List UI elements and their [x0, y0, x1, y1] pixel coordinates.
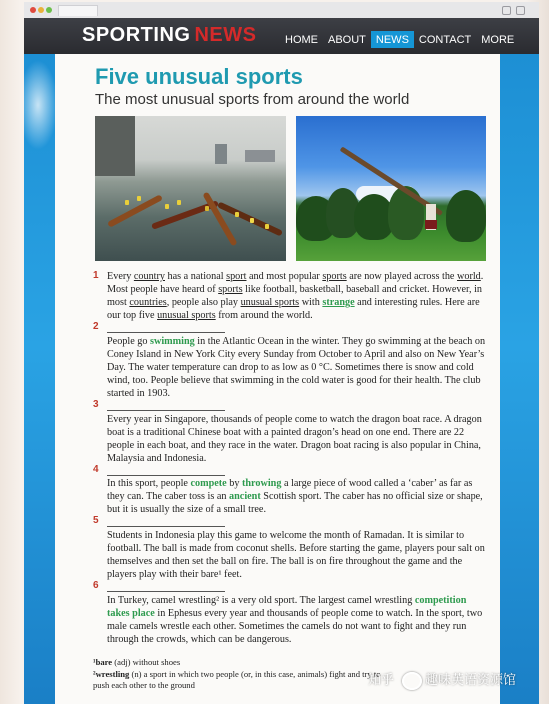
underlined-word: unusual sports: [157, 310, 216, 321]
dragon-boat-race-photo: [95, 116, 286, 261]
account-avatar-icon: [402, 672, 422, 690]
page-title: Five unusual sports: [95, 64, 303, 89]
paragraph-text: like football, basketball, baseball and cricket. However, in most: [107, 284, 483, 308]
paragraph-2: [107, 335, 487, 400]
footnote-wrestling: [93, 669, 393, 691]
paragraph-text: are now played across the: [346, 271, 457, 282]
paragraph-number: 1: [93, 270, 99, 281]
paragraph-number: 3: [93, 399, 99, 410]
paragraph-text: has a national: [165, 271, 227, 282]
brand-main: SPORTING: [82, 24, 191, 46]
paragraph-text: a large piece of wood called a ‘caber’ as far as they can. The caber toss is an: [107, 478, 473, 502]
site-header: [24, 18, 539, 54]
paragraph-text: Every: [107, 271, 134, 282]
article-panel: [55, 54, 500, 704]
highlighted-word: throwing: [241, 478, 282, 489]
footnote-definition: (adj) without shoes: [112, 657, 181, 667]
link-icon[interactable]: [502, 6, 511, 15]
highlighted-word: strange: [322, 297, 355, 308]
nav-contact[interactable]: CONTACT: [418, 34, 472, 46]
highlighted-word: compete: [190, 478, 227, 489]
paragraph-text: , people also play: [166, 297, 241, 308]
paragraph-text: . Most people have heard of: [107, 271, 484, 295]
footnote-definition: (n) a sport in which two people (or, in this case, animals) fight and try to push each other to the ground: [93, 669, 381, 690]
paragraph-3: [107, 413, 487, 465]
paragraph-number: 2: [93, 321, 99, 332]
underlined-word: sports: [322, 271, 347, 282]
light-glow: [18, 60, 58, 150]
heading-blank-line[interactable]: [107, 591, 225, 592]
heading-blank-line[interactable]: [107, 410, 225, 411]
main-nav: [280, 31, 519, 51]
paragraph-text: Every year in Singapore, thousands of people come to watch the dragon boat race. A dragon boat is a traditional Chinese boat with a painted dragon’s head on one end. There are 22 people in each boat, and they race in the water. Dragon boat racing is also popular in China, Malaysia and Indonesia.: [107, 414, 482, 464]
underlined-word: world: [457, 271, 481, 282]
footnote-term: ²wrestling: [93, 669, 130, 679]
caber-toss-photo: [296, 116, 486, 261]
brand-accent: NEWS: [194, 24, 257, 46]
browser-chrome: [24, 2, 539, 19]
paragraph-text: Students in Indonesia play this game to welcome the month of Ramadan. It is similar to football. The ball is made from coconut shells. Before starting the game, players pour salt on themselves and then set the ball on fire. The ball is on fire throughout the game and the players play with their bare¹ feet.: [107, 530, 485, 580]
paragraph-text: and interesting rules. Here are our top five: [107, 297, 480, 321]
left-decor-bar: [24, 54, 55, 704]
site-logo[interactable]: [82, 24, 256, 47]
paragraph-text: from around the world.: [215, 310, 313, 321]
watermark-site: 知乎: [368, 673, 395, 688]
settings-icon[interactable]: [516, 6, 525, 15]
watermark-account: 趣味英语资源馆: [425, 673, 517, 688]
highlighted-word: ancient: [229, 491, 261, 502]
paragraph-text: in the Atlantic Ocean in the winter. They go swimming at the beach on Coney Island in New York City every Sunday from October to April and also on New Year’s Day. The water temperature can drop to as low as 0 °C. Sometimes there is snow and cold wind, too. People believe that swimming in the cold water is good for their health. The club started in 1903.: [107, 336, 486, 399]
underlined-word: country: [133, 271, 165, 282]
zhihu-watermark: [368, 669, 516, 690]
paragraph-text: with: [299, 297, 323, 308]
paragraph-4: [107, 477, 487, 516]
paragraph-text: in Ephesus every year and thousands of people come to watch. In the sport, two male camels wrestle each other. Sometimes the camels do not want to fight and they run through the crowds, which can be dangerous.: [107, 608, 483, 645]
paragraph-5: [107, 529, 487, 581]
paragraph-text: In this sport, people: [107, 478, 191, 489]
underlined-word: sports: [218, 284, 243, 295]
highlighted-word: swimming: [150, 336, 195, 347]
heading-blank-line[interactable]: [107, 332, 225, 333]
paragraph-number: 6: [93, 580, 99, 591]
page-subtitle: The most unusual sports from around the world: [95, 91, 410, 108]
nav-more[interactable]: MORE: [481, 34, 515, 46]
heading-blank-line[interactable]: [107, 475, 225, 476]
browser-tab[interactable]: [58, 5, 98, 16]
paragraph-text: In Turkey, camel wrestling² is a very old sport. The largest camel wrestling: [107, 595, 415, 606]
footnote-term: ¹bare: [93, 657, 113, 667]
heading-blank-line[interactable]: [107, 526, 225, 527]
right-decor-bar: [500, 54, 539, 704]
paragraph-6: [107, 594, 487, 646]
paragraph-number: 5: [93, 515, 99, 526]
underlined-word: sport: [226, 271, 247, 282]
paragraph-text: by: [226, 478, 242, 489]
paragraph-1: [107, 270, 487, 322]
footnote-bare: [93, 657, 393, 668]
underlined-word: unusual sports: [240, 297, 300, 308]
maximize-window-icon[interactable]: [46, 7, 52, 13]
paragraph-text: and most popular: [246, 271, 323, 282]
highlighted-word: competition takes place: [107, 595, 467, 619]
close-window-icon[interactable]: [30, 7, 36, 13]
nav-about[interactable]: ABOUT: [328, 34, 366, 46]
paragraph-text: Scottish sport. The caber has no official size or shape, but it is usually the size of a small tree.: [107, 491, 483, 515]
nav-news[interactable]: NEWS: [371, 31, 414, 48]
nav-home[interactable]: HOME: [285, 34, 318, 46]
paragraph-text: People go: [107, 336, 151, 347]
underlined-word: countries: [129, 297, 167, 308]
minimize-window-icon[interactable]: [38, 7, 44, 13]
paragraph-number: 4: [93, 464, 99, 475]
